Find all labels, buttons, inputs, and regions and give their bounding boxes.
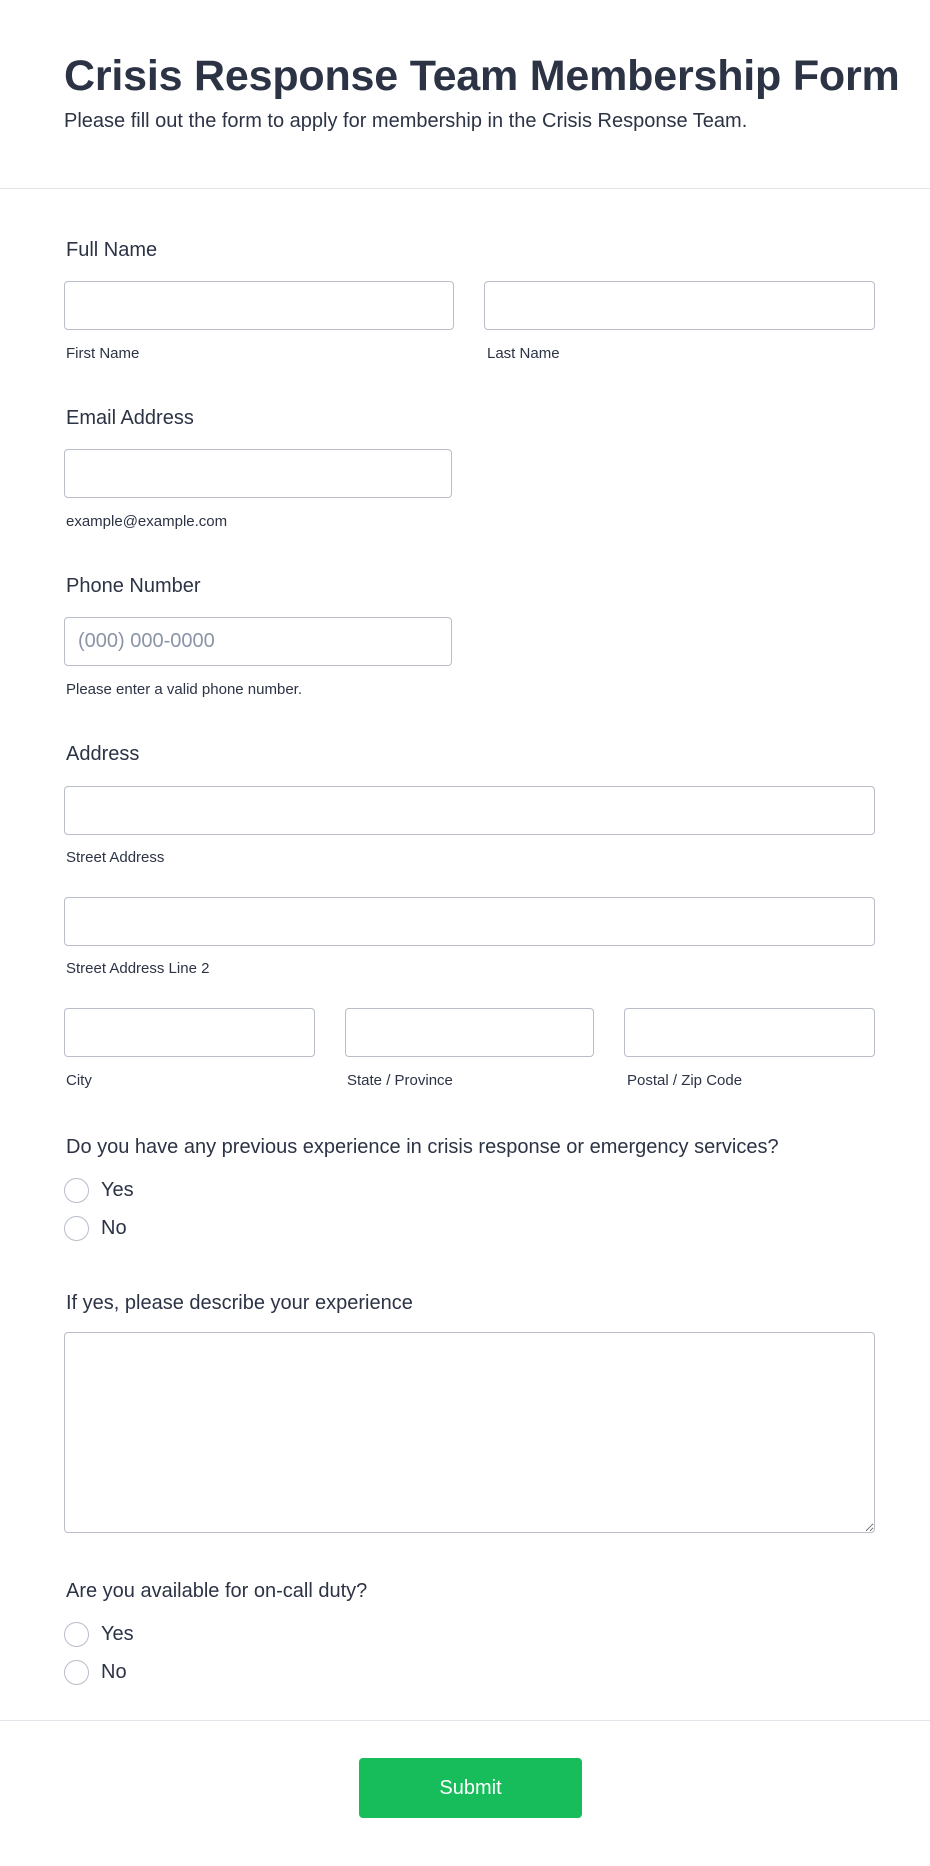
on-call-option-yes-label: Yes (101, 1622, 134, 1645)
form-subtitle: Please fill out the form to apply for membership in the Crisis Response Team. (64, 110, 748, 132)
experience-question-label: Do you have any previous experience in crisis response or emergency services? (66, 1136, 779, 1158)
address-label: Address (66, 743, 140, 765)
last-name-sublabel: Last Name (487, 345, 560, 362)
radio-button[interactable] (64, 1660, 89, 1685)
email-label: Email Address (66, 407, 194, 429)
experience-option-no[interactable] (64, 1215, 127, 1241)
form-header (0, 0, 930, 189)
radio-button[interactable] (64, 1622, 89, 1647)
last-name-input[interactable] (484, 281, 875, 330)
first-name-sublabel: First Name (66, 345, 140, 362)
zip-input[interactable] (624, 1008, 875, 1057)
radio-button[interactable] (64, 1178, 89, 1203)
street-address-line2-sublabel: Street Address Line 2 (66, 960, 210, 977)
city-input[interactable] (64, 1008, 315, 1057)
on-call-option-yes[interactable] (64, 1621, 134, 1647)
on-call-option-no-label: No (101, 1660, 127, 1683)
experience-option-yes-label: Yes (101, 1178, 134, 1201)
state-input[interactable] (345, 1008, 594, 1057)
phone-label: Phone Number (66, 575, 201, 597)
email-sublabel: example@example.com (66, 513, 228, 530)
state-sublabel: State / Province (347, 1072, 453, 1089)
radio-button[interactable] (64, 1216, 89, 1241)
experience-option-no-label: No (101, 1216, 127, 1239)
zip-sublabel: Postal / Zip Code (627, 1072, 743, 1089)
on-call-question-label: Are you available for on-call duty? (66, 1580, 368, 1602)
street-address-input[interactable] (64, 786, 875, 835)
street-address-line2-input[interactable] (64, 897, 875, 946)
first-name-input[interactable] (64, 281, 454, 330)
on-call-option-no[interactable] (64, 1659, 127, 1685)
city-sublabel: City (66, 1072, 92, 1089)
phone-input[interactable] (64, 617, 452, 666)
experience-description-label: If yes, please describe your experience (66, 1292, 413, 1314)
submit-button[interactable]: Submit (359, 1758, 582, 1818)
form-title: Crisis Response Team Membership Form (64, 52, 900, 100)
full-name-label: Full Name (66, 239, 158, 261)
street-address-sublabel: Street Address (66, 849, 165, 866)
experience-description-textarea[interactable] (64, 1332, 875, 1533)
phone-sublabel: Please enter a valid phone number. (66, 681, 302, 698)
email-input[interactable] (64, 449, 452, 498)
experience-option-yes[interactable] (64, 1177, 134, 1203)
